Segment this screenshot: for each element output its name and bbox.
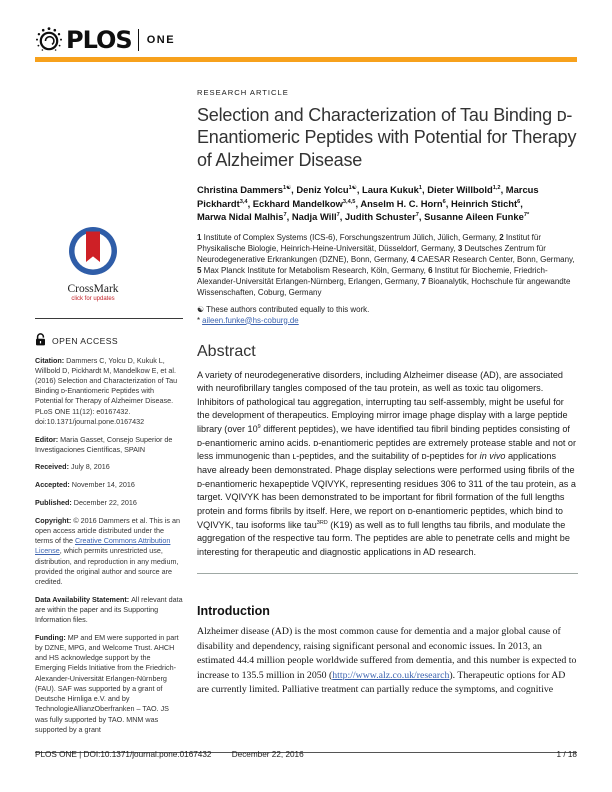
author: Eckhard Mandelkow [252, 197, 343, 209]
metadata-label: Editor: [35, 434, 61, 444]
metadata-label: Published: [35, 497, 74, 507]
affiliation-list: 1 Institute of Complex Systems (ICS-6), Forschungszentrum Jülich, Jülich, Germany, 2 Institut für Physikalische Biologie, Heinrich-Heine-Universität, Düsseldorf, Germany, 3 Deutsches Zentrum für Neurodegenerative Erkrankungen (DZNE), Bonn, Germany, 4 CAESAR Research Center, Bonn, Germany, 5 Max Planck Institute for Metabolism Research, Köln, Germany, 6 Institut für Biochemie, Friedrich-Alexander-Universität Erlangen-Nürnberg, Erlangen, Germany, 7 Bioanalytik, Hochschule für angewandte Wissenschaften, Coburg, Germany [197, 232, 575, 297]
text-link[interactable]: Creative Commons Attribution License [35, 536, 171, 556]
metadata-label: Data Availability Statement: [35, 594, 132, 604]
author: Judith Schuster [344, 211, 416, 223]
crossmark-logo-icon [68, 263, 118, 280]
crossmark-subtitle: click for updates [71, 296, 115, 302]
citation-block: Citation: Dammers C, Yolcu D, Kukuk L, Willbold D, Pickhardt M, Mandelkow E, et al. (2016) Selection and Characterization of Tau Binding ᴅ-Enantiomeric Peptides with Potential for Therapy of Alzheimer Disease. PLoS ONE 11(12): e0167432. doi:10.1371/journal.pone.0167432 [35, 355, 178, 426]
author: Marwa Nidal Malhis [197, 211, 284, 223]
sidebar [35, 226, 183, 735]
author: Anselm H. C. Horn [360, 197, 443, 209]
introduction-heading: Introduction [197, 604, 270, 619]
open-lock-icon [35, 333, 46, 348]
author: Marcus Pickhardt [197, 183, 539, 209]
metadata-label: Received: [35, 462, 71, 472]
corresponding-marker: * [197, 315, 201, 325]
footer-left-group [35, 750, 304, 759]
plos-logo-icon [35, 26, 63, 54]
article-type-label: RESEARCH ARTICLE [197, 88, 289, 97]
crossmark-badge[interactable] [45, 226, 141, 302]
metadata-label: Accepted: [35, 480, 72, 490]
footer-journal-doi: PLOS ONE | DOI:10.1371/journal.pone.0167432 [35, 750, 212, 759]
open-access-label: OPEN ACCESS [52, 335, 119, 346]
plos-wordmark: PLOS [66, 26, 132, 54]
article-metadata [35, 356, 183, 736]
metadata-label: Citation: [35, 355, 67, 365]
section-divider [197, 573, 578, 574]
email-link[interactable]: aileen.funke@hs-coburg.de [202, 315, 299, 325]
footer-page-number: 1 / 18 [556, 750, 577, 759]
metadata-label: Copyright: [35, 515, 74, 525]
open-access-badge [35, 333, 183, 348]
page-footer [35, 750, 577, 759]
article-title: Selection and Characterization of Tau Binding ᴅ-Enantiomeric Peptides with Potential for Therapy of Alzheimer Disease [197, 105, 577, 170]
funding-block: Funding: MP and EM were supported in part by DZNE, MPG, and Welcome Trust. AHCH and HS acknowledge support by the Emerging Fields Initiative from the Friedrich-Alexander-Universität Erlangen-Nürnberg (FAU). SAF was supported by a grant of Deutsche Hirnliga e.V. and by TechnologieAllianzOberfranken – TAO. JS was fully supported by TAO. MNM was supported by a grant [35, 632, 179, 734]
author: Christina Dammers [197, 183, 283, 195]
article-main-column [197, 88, 578, 698]
author: Susanne Aileen Funke [424, 211, 524, 223]
abstract-body: A variety of neurodegenerative disorders, including Alzheimer disease (AD), are associated with neurofibrillary tangles composed of the tau protein, as well as toxic tau oligomers. Inhibitors of pathological tau aggregation, interrupting tau self-assembly, might be useful for the development of therapeutics. Employing mirror image phage display with a large peptide library (over $10^9$ different peptides), we have identified tau fibril binding peptides consisting of ᴅ-enantiomeric amino acids. ᴅ-enantiomeric peptides are extremely protease stable and not or less immunogenic than ʟ-peptides, and the suitability of ᴅ-peptides for in vivo applications have already been demonstrated. Phage display selections were performed using fibrils of the ᴅ-enantiomeric hexapeptide VQIVYK, representing residues 306 to 311 of the tau protein, as a target. VQIVYK has been demonstrated to be important for fibril formation of the full lengths protein and forms fibrils by itself. Here, we report on ᴅ-enantiomeric peptides, which bind to VQIVYK, tau isoforms like tau$^{3RD}$ (K19) as well as to full lengths tau fibrils, and modulate the aggregation of the respective tau form. The peptides are able to penetrate cells and might be interesting for therapeutic and diagnostic applications in AD research. [197, 369, 577, 557]
text-link[interactable]: http://www.alz.co.uk/research [332, 669, 450, 681]
plos-logo [35, 24, 577, 56]
sidebar-divider [35, 318, 183, 319]
abstract-heading: Abstract [197, 342, 256, 360]
received-block: Received: July 8, 2016 [35, 462, 110, 472]
logo-divider [138, 29, 139, 51]
published-block: Published: December 22, 2016 [35, 497, 137, 507]
author: Deniz Yolcu [296, 183, 349, 195]
journal-name: ONE [146, 34, 176, 46]
footer-date: December 22, 2016 [231, 750, 304, 759]
copyright-block: Copyright: © 2016 Dammers et al. This is an open access article distributed under the terms of the Creative Commons Attribution License, which permits unrestricted use, distribution, and reproduction in any medium, provided the original author and source are credited. [35, 515, 180, 586]
journal-header [35, 24, 577, 56]
accent-bar [35, 57, 577, 62]
introduction-body: Alzheimer disease (AD) is the most common cause for dementia and a major global cause of disability and dependency, raising significant personal and economic issues. In 2013, an estimated 44.4 million people worldwide suffered from dementia, and this number is expected to increase to 135.5 million in 2050 (http://www.alz.co.uk/research). Therapeutic options for AD are currently limited. Palliative treatment can partially reduce the symptoms, and cognitive [197, 626, 577, 696]
author: Dieter Willbold [427, 183, 493, 195]
accepted-block: Accepted: November 14, 2016 [35, 480, 135, 490]
author: Heinrich Sticht [450, 197, 518, 209]
crossmark-title: CrossMark [67, 283, 119, 295]
author: Nadja Will [291, 211, 337, 223]
data-availability-statement-block: Data Availability Statement: All relevant data are within the paper and its Supporting Information files. [35, 594, 183, 625]
metadata-label: Funding: [35, 632, 68, 642]
author-list: Christina Dammers$^{1☯}$, Deniz Yolcu$^{1☯}$, Laura Kukuk$^1$, Dieter Willbold$^{1,2}$, Marcus Pickhardt$^{3,4}$, Eckhard Mandelkow$^{3,4,5}$, Anselm H. C. Horn$^6$, Heinrich Sticht$^6$, Marwa Nidal Malhis$^7$, Nadja Will$^7$, Judith Schuster$^7$, Susanne Aileen Funke$^{7*}$ [197, 183, 539, 223]
corresponding-author-line [197, 316, 578, 325]
editor-block: Editor: Maria Gasset, Consejo Superior de Investigaciones Científicas, SPAIN [35, 434, 173, 454]
author: Laura Kukuk [362, 183, 419, 195]
equal-contribution-note: ☯ These authors contributed equally to this work. [197, 305, 370, 314]
